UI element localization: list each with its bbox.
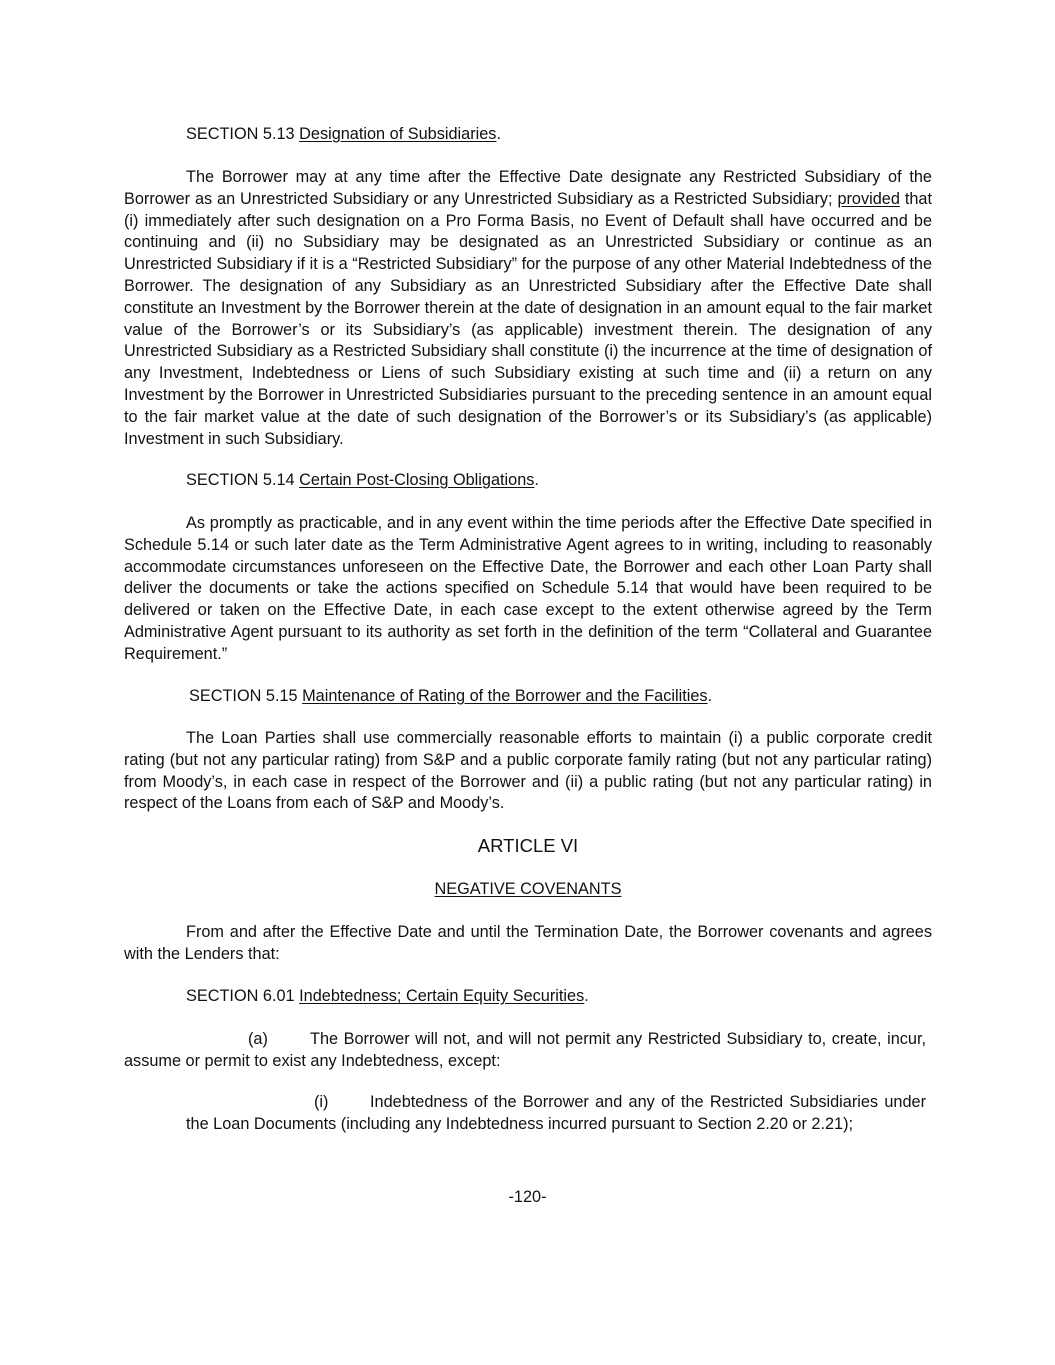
body-text: From and after the Effective Date and until the Termination Date, the Borrower covenants and agrees with the Lenders that: [124,923,932,963]
clause-text: Indebtedness of the Borrower and any of the Restricted Subsidiaries under the Loan Documents (including any Indebtedness incurred pursuant to Section 2.20 or 2.21); [186,1093,926,1133]
body-text: that (i) immediately after such designation on a Pro Forma Basis, no Event of Default shall have occurred and be continuing and (ii) no Subsidiary may be designated as an Unrestricted Subsidiary or continue as an Unrestricted Subsidiary if it is a “Restricted Subsidiary” for the purpose of any other Material Indebtedness of the Borrower. The designation of any Subsidiary as an Unrestricted Subsidiary after the Effective Date shall constitute an Investment by the Borrower therein at the date of designation in an amount equal to the fair market value of the Borrower’s or its Subsidiary’s (as applicable) investment therein. The designation of any Unrestricted Subsidiary as a Restricted Subsidiary shall constitute (i) the incurrence at the time of designation of any Investment, Indebtedness or Liens of such Subsidiary existing at such time and (ii) a return on any Investment by the Borrower in Unrestricted Subsidiaries pursuant to the preceding sentence in an amount equal to the fair market value at the date of such designation of the Borrower’s or its Subsidiary’s (as applicable) Investment in such Subsidiary. [124,189,932,448]
section-number: SECTION 5.13 [186,125,295,143]
section-5-14-heading: SECTION 5.14 Certain Post-Closing Obligations. [186,471,539,489]
section-5-13-body [124,167,932,450]
clause-text: The Borrower will not, and will not permit any Restricted Subsidiary to, create, incur, assume or permit to exist any Indebtedness, except: [124,1030,926,1070]
section-title: Maintenance of Rating of the Borrower and the Facilities [302,687,708,705]
article-subtitle-text: NEGATIVE COVENANTS [434,880,622,898]
provided-term: provided [837,189,900,208]
section-6-01-heading: SECTION 6.01 Indebtedness; Certain Equity Securities. [186,987,589,1005]
section-number: SECTION 5.15 [189,687,298,705]
article-subtitle [124,879,932,901]
section-5-13-heading: SECTION 5.13 Designation of Subsidiaries. [186,125,501,143]
article-intro [124,922,932,966]
clause-label: (a) [248,1030,268,1048]
clause-a [124,1029,926,1073]
clause-label: (i) [314,1093,329,1111]
section-number: SECTION 5.14 [186,471,295,489]
page-number: -120- [508,1188,547,1206]
section-title: Designation of Subsidiaries [299,125,497,143]
body-text: The Loan Parties shall use commercially reasonable efforts to maintain (i) a public corporate credit rating (but not any particular rating) from S&P and a public corporate family rating (but not any particular rating) from Moody’s, in each case in respect of the Borrower and (ii) a public rating (but not any particular rating) in respect of the Loans from each of S&P and Moody’s. [124,729,932,813]
clause-i [186,1092,926,1136]
section-title: Certain Post-Closing Obligations [299,471,535,489]
section-5-15-body [124,728,932,815]
article-title-text: ARTICLE VI [477,835,579,856]
body-text: The Borrower may at any time after the Effective Date designate any Restricted Subsidiary of the Borrower as an Unrestricted Subsidiary or any Unrestricted Subsidiary as a Restricted Subsidiary; [124,168,932,208]
section-title: Indebtedness; Certain Equity Securities [299,987,585,1005]
section-5-15-heading: SECTION 5.15 Maintenance of Rating of the Borrower and the Facilities. [189,687,713,705]
section-number: SECTION 6.01 [186,987,295,1005]
section-5-14-body [124,513,932,666]
body-text: As promptly as practicable, and in any event within the time periods after the Effective Date specified in Schedule 5.14 or such later date as the Term Administrative Agent agrees to in writing, including to reasonably accommodate circumstances unforeseen on the Effective Date, the Borrower and each other Loan Party shall deliver the documents or take the actions specified on Schedule 5.14 that would have been required to be delivered or taken on the Effective Date, in each case except to the extent otherwise agreed by the Term Administrative Agent pursuant to its authority as set forth in the definition of the term “Collateral and Guarantee Requirement.” [124,514,932,663]
article-title [124,835,932,857]
